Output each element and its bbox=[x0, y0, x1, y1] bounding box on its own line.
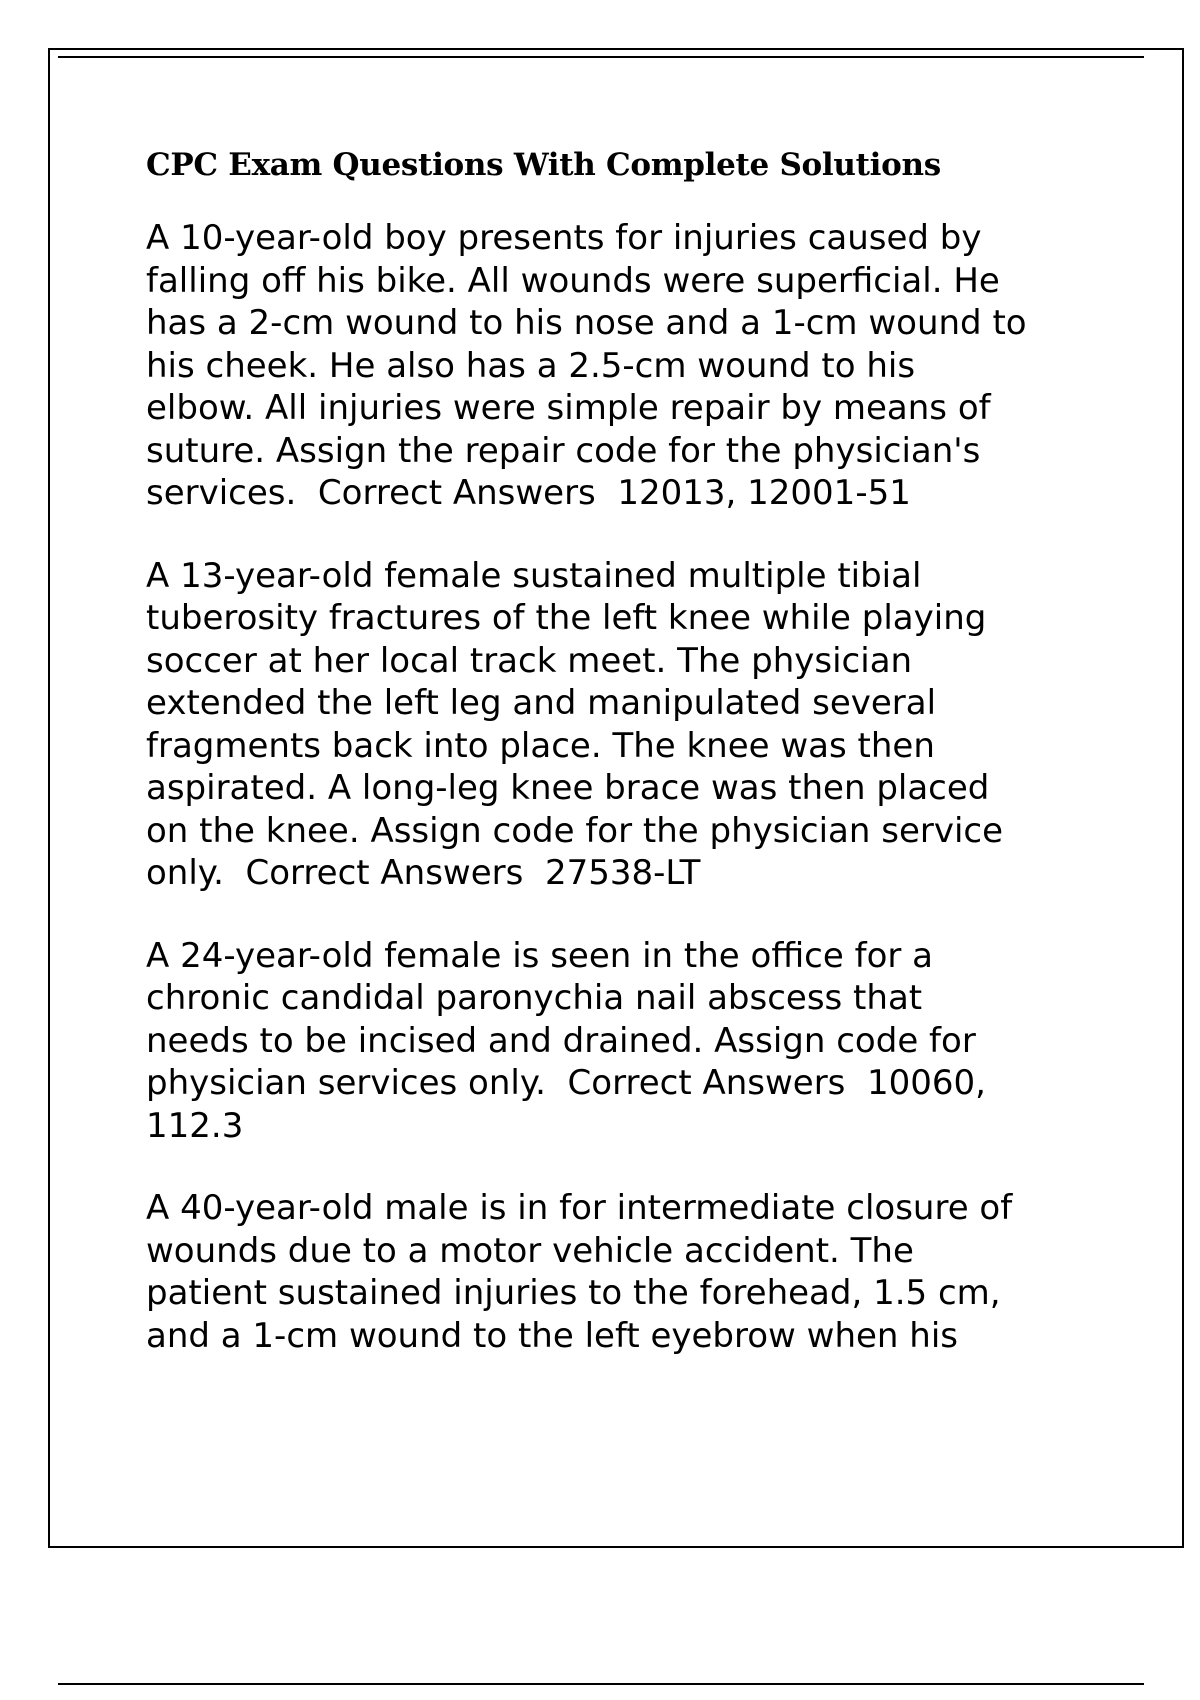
question-answer-4: A 40-year-old male is in for intermediate closure of wounds due to a motor vehicle accident. The patient sustained injuries to the forehead, 1.5 cm, and a 1-cm wound to the left eyebrow when his bbox=[146, 1188, 1013, 1356]
bottom-rule bbox=[58, 1683, 1144, 1685]
document-title: CPC Exam Questions With Complete Solutions bbox=[146, 147, 941, 183]
document-body bbox=[146, 145, 1106, 1397]
question-answer-1: A 10-year-old boy presents for injuries caused by falling off his bike. All wounds were superficial. He has a 2-cm wound to his nose and a 1-cm wound to his cheek. He also has a 2.5-cm wound to his elbow. All injuries were simple repair by means of suture. Assign the repair code for the physician's services. Correct Answers 12013, 12001-51 bbox=[146, 218, 1027, 513]
question-answer-3: A 24-year-old female is seen in the office for a chronic candidal paronychia nail abscess that needs to be incised and drained. Assign code for physician services only. Correct Answers 10060, 112.3 bbox=[146, 935, 986, 1146]
question-answer-2: A 13-year-old female sustained multiple tibial tuberosity fractures of the left knee while playing soccer at her local track meet. The physician extended the left leg and manipulated several fragments back into place. The knee was then aspirated. A long-leg knee brace was then placed on the knee. Assign code for the physician service only. Correct Answers 27538-LT bbox=[146, 555, 1004, 893]
